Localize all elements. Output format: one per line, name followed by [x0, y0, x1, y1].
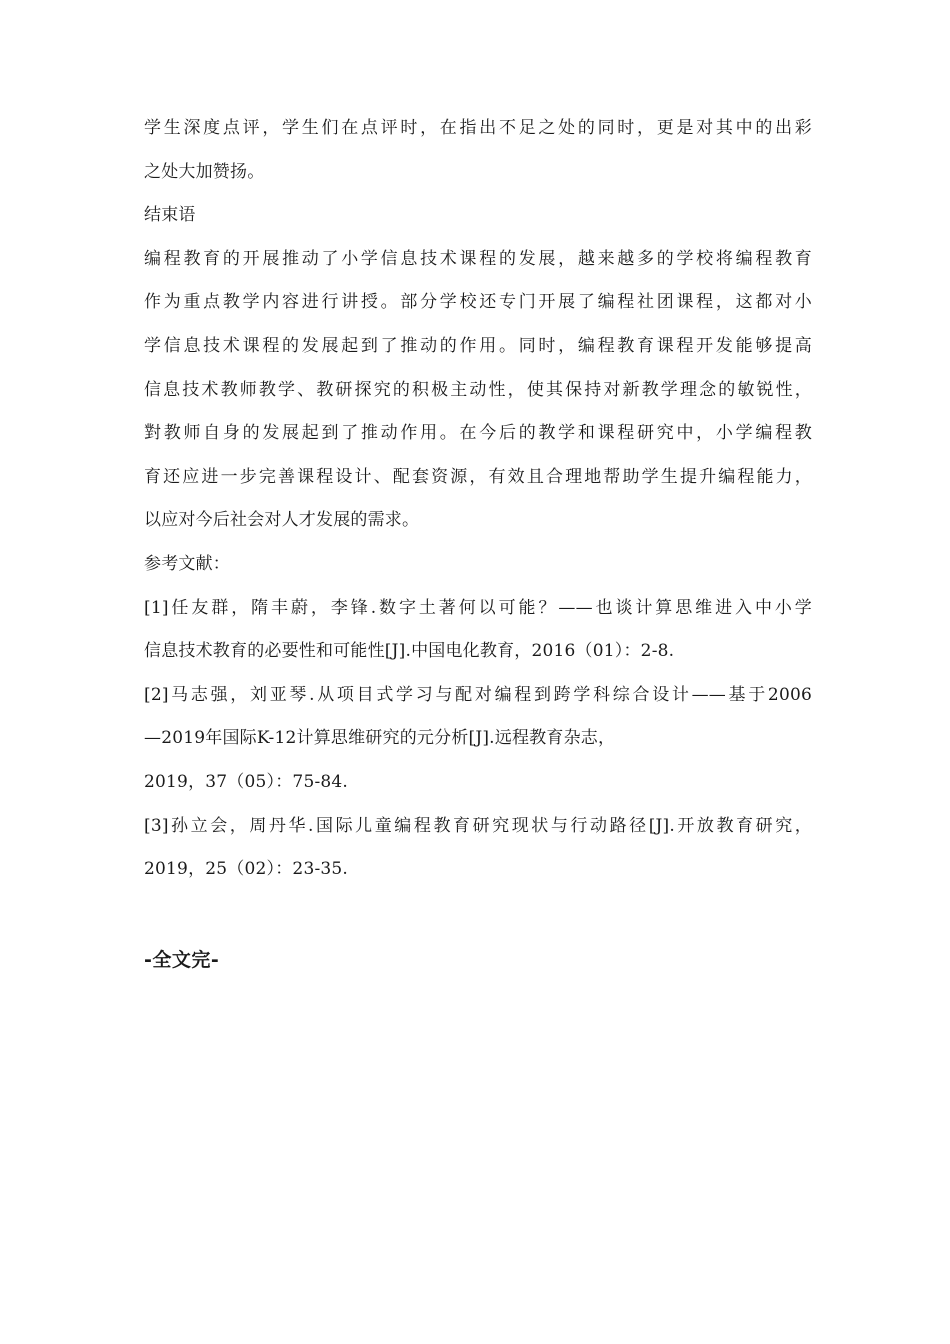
reference-1-line: 信息技术教育的必要性和可能性[J].中国电化教育，2016（01）：2-8.: [144, 641, 675, 662]
intro-line: 学生深度点评，学生们在点评时，在指出不足之处的同时，更是对其中的出彩: [144, 118, 812, 138]
document-body: [144, 107, 812, 892]
references-heading: 参考文献：: [144, 553, 230, 574]
reference-3-line: 2019，25（02）：23-35.: [144, 859, 349, 880]
reference-2-line: [2]马志强，刘亚琴.从项目式学习与配对编程到跨学科综合设计——基于2006: [144, 684, 812, 705]
end-mark: -全文完-: [144, 949, 220, 971]
reference-3-line: [3]孙立会，周丹华.国际儿童编程教育研究现状与行动路径[J].开放教育研究，: [144, 815, 812, 836]
conclusion-line: 信息技术教师教学、教研探究的积极主动性，使其保持对新教学理念的敏锐性，: [144, 379, 812, 400]
conclusion-line: 對教师自身的发展起到了推动作用。在今后的教学和课程研究中，小学编程教: [144, 423, 812, 444]
conclusion-line: 育还应进一步完善课程设计、配套资源，有效且合理地帮助学生提升编程能力，: [144, 466, 812, 487]
conclusion-line: 学信息技术课程的发展起到了推动的作用。同时，编程教育课程开发能够提高: [144, 335, 812, 356]
reference-2-line: —2019年国际K-12计算思维研究的元分析[J].远程教育杂志，: [144, 728, 616, 749]
conclusion-heading: 结束语: [144, 205, 196, 226]
intro-line: 之处大加赞扬。: [144, 161, 265, 182]
conclusion-line: 编程教育的开展推动了小学信息技术课程的发展，越来越多的学校将编程教育: [144, 248, 812, 269]
conclusion-line: 作为重点教学内容进行讲授。部分学校还专门开展了编程社团课程，这都对小: [144, 292, 812, 313]
conclusion-line: 以应对今后社会对人才发展的需求。: [144, 510, 420, 531]
reference-1-line: [1]任友群，隋丰蔚，李锋.数字土著何以可能？——也谈计算思维进入中小学: [144, 597, 812, 618]
reference-2-line: 2019，37（05）：75-84.: [144, 771, 349, 792]
